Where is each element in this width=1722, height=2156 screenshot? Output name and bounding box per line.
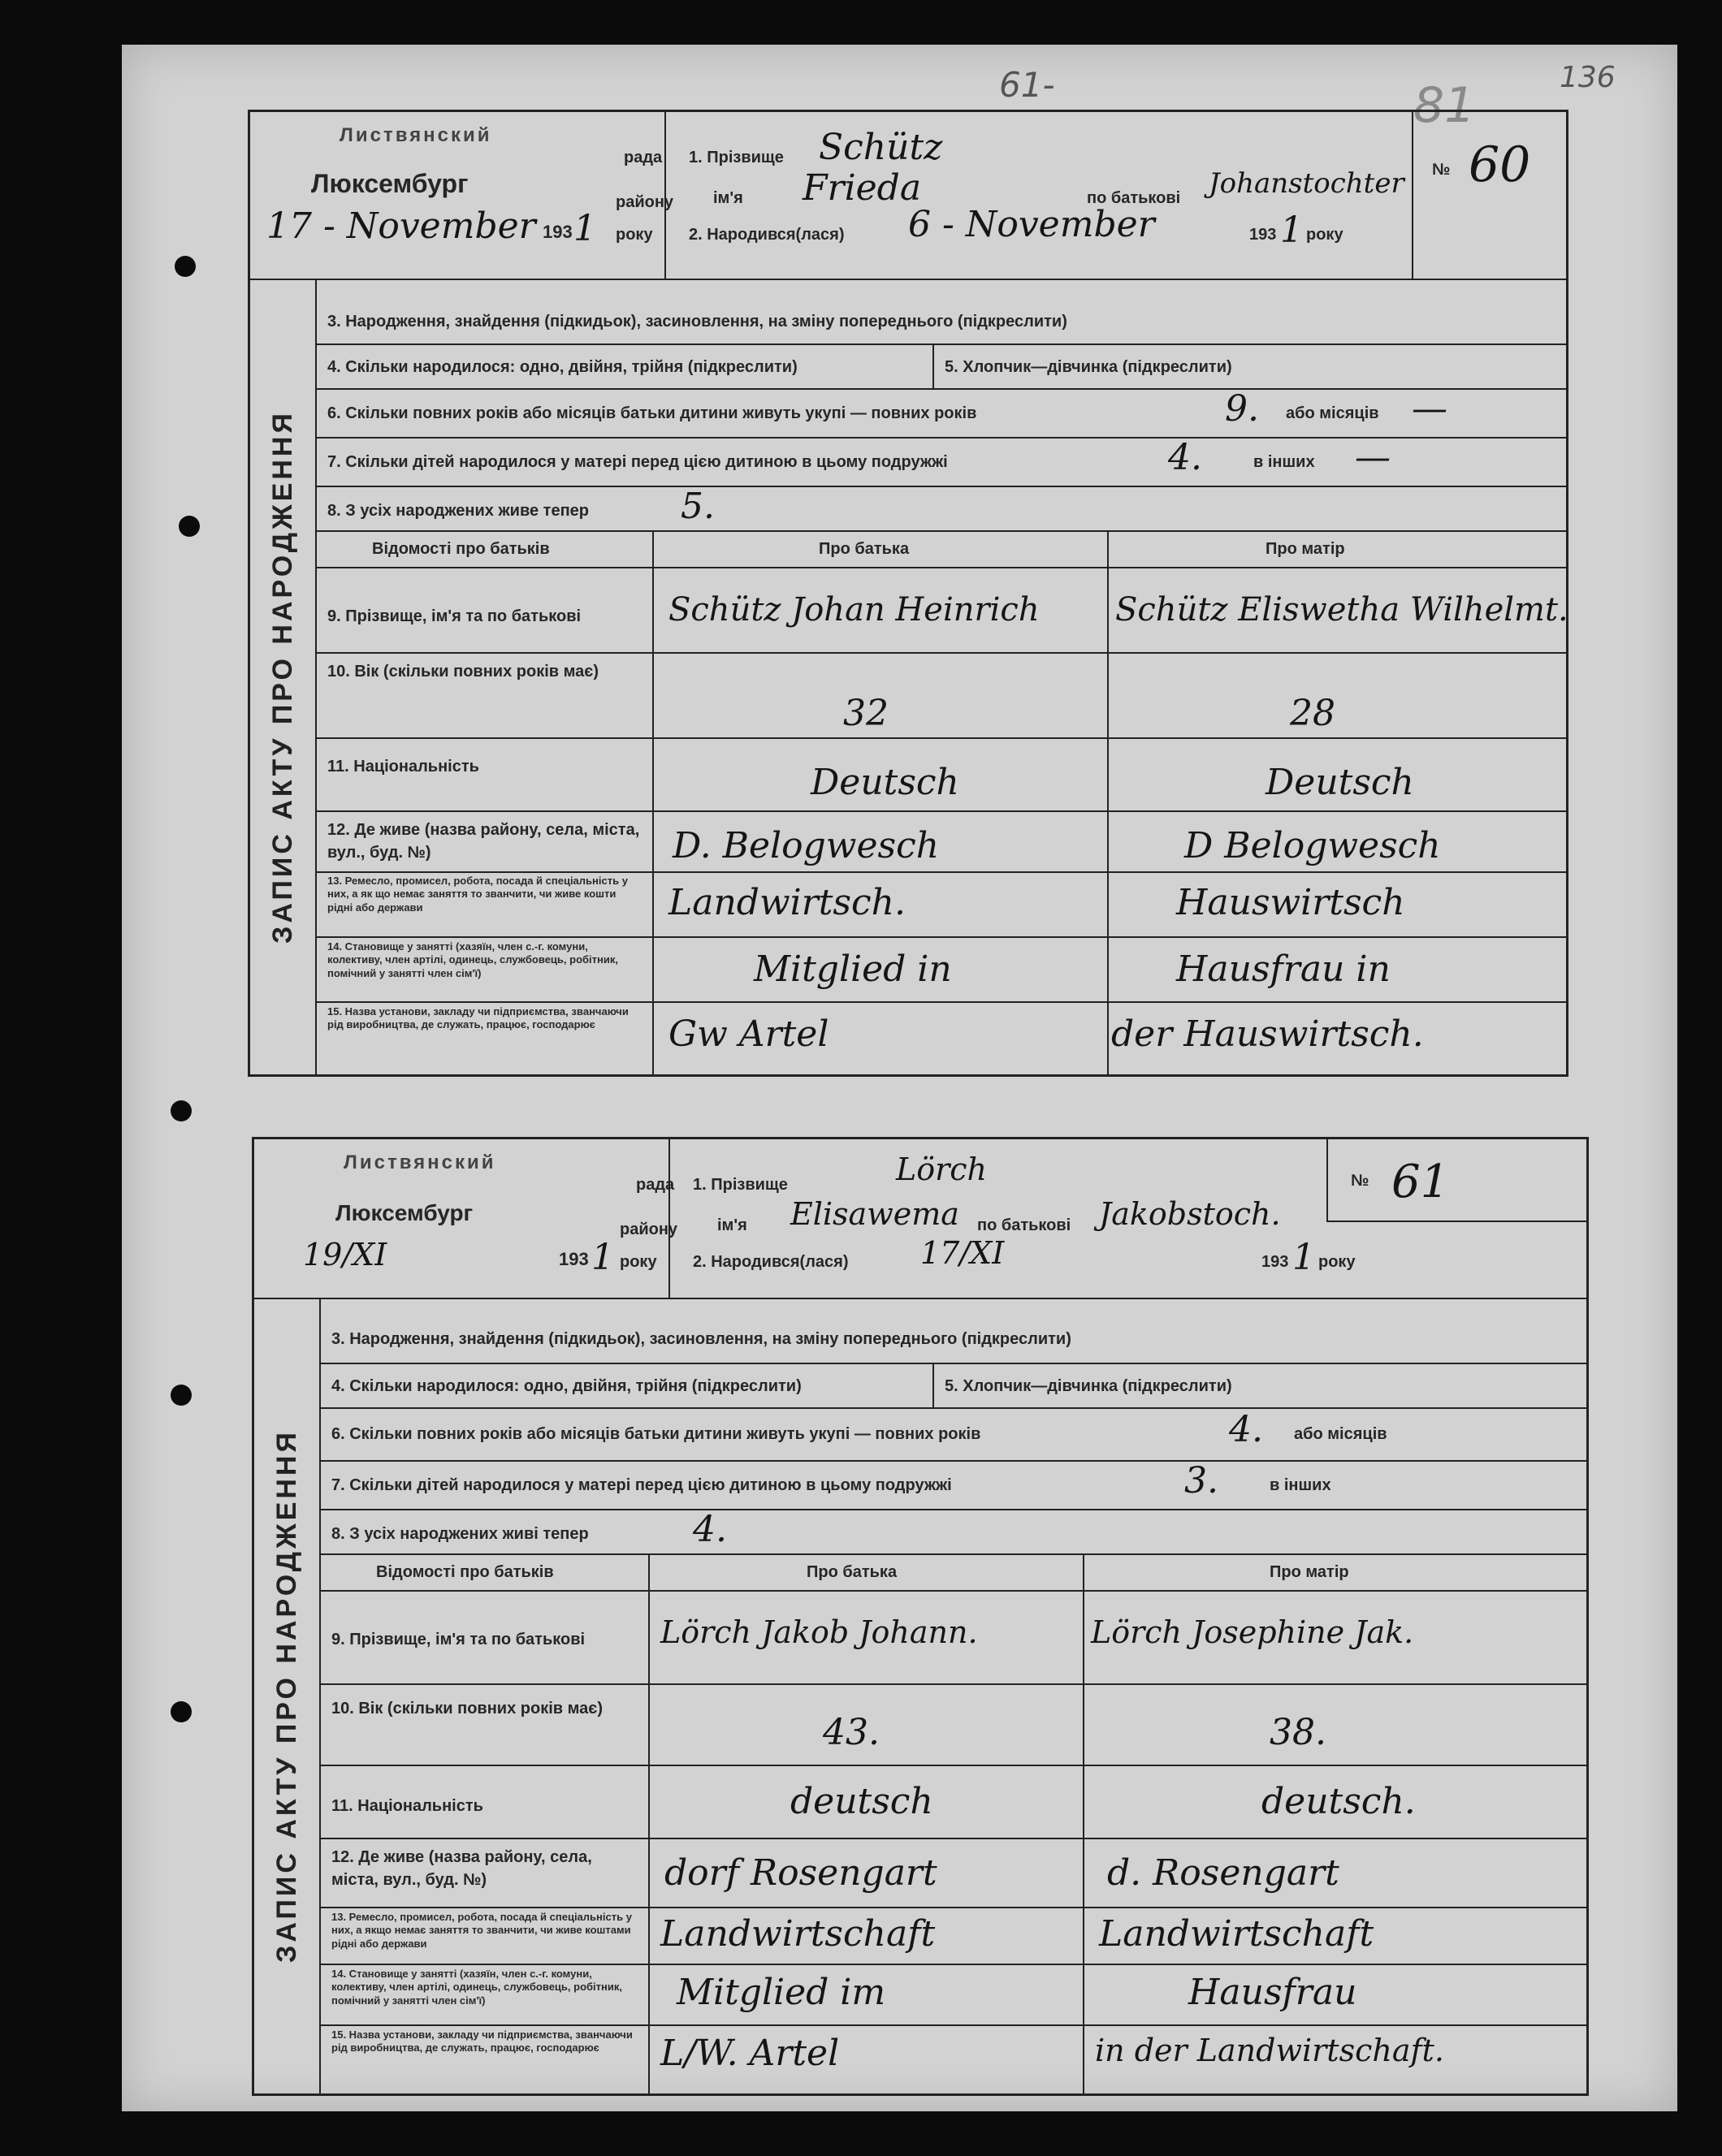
name-label: ім'я	[713, 189, 743, 207]
number-label: №	[1432, 161, 1451, 179]
q3-text: 3. Народження, знайдення (підкидьок), засиновлення, на зміну попереднього (підкреслити)	[331, 1330, 1071, 1348]
raion-label: району	[616, 193, 674, 211]
born-year-label: року	[1306, 226, 1343, 244]
born-year-label: року	[1318, 1253, 1356, 1271]
top-number: 61-	[999, 65, 1055, 105]
father-residence: dorf Rosengart	[664, 1852, 937, 1894]
row9-label: 9. Прізвище, ім'я та по батькові	[331, 1631, 586, 1648]
name-label: ім'я	[717, 1216, 747, 1234]
father-status: Mitglied im	[677, 1972, 886, 2013]
header-father: Про батька	[807, 1563, 898, 1581]
rada-label: рада	[636, 1176, 675, 1194]
header-father: Про батька	[819, 540, 910, 558]
reg-year-written: 1	[573, 208, 596, 249]
father-occupation: Landwirtschaft	[660, 1913, 936, 1955]
father-status: Mitglied in	[754, 948, 952, 990]
row10-label: 10. Вік (скільки повних років має)	[327, 663, 599, 681]
born-date: 6 - November	[908, 204, 1155, 245]
mother-workplace: in der Landwirtschaft.	[1095, 2033, 1444, 2068]
registration-date: 17 - November	[266, 205, 536, 247]
mother-residence: D Belogwesch	[1184, 825, 1441, 866]
father-nationality: Deutsch	[811, 762, 959, 803]
mother-nationality: deutsch.	[1261, 1781, 1416, 1822]
mother-status: Hausfrau	[1188, 1972, 1357, 2013]
surname-label: 1. Прізвище	[689, 149, 784, 166]
q6-text: 6. Скільки повних років або місяців батьки дитини живуть укупі — повних років	[327, 404, 977, 422]
row10-label: 10. Вік (скільки повних років має)	[331, 1700, 603, 1717]
mother-age: 38.	[1270, 1712, 1326, 1753]
q5-text: 5. Хлопчик—дівчинка (підкреслити)	[945, 1377, 1232, 1395]
mother-name: Schütz Eliswetha Wilhelmt.	[1115, 591, 1568, 629]
mother-status: Hausfrau in	[1176, 948, 1391, 990]
q5-text: 5. Хлопчик—дівчинка (підкреслити)	[945, 358, 1232, 376]
q8-text: 8. З усіх народжених живі тепер	[331, 1525, 589, 1543]
q6-years: 4.	[1229, 1409, 1263, 1450]
q7-other-label: в інших	[1270, 1476, 1331, 1494]
born-year-printed: 193	[1249, 226, 1277, 244]
rada-value: Листвянский	[340, 124, 492, 146]
row12-label: 12. Де живе (назва району, села, міста, вул., буд. №)	[327, 821, 640, 862]
row13-label: 13. Ремесло, промисел, робота, посада й спеціальність у них, а якщо немає заняття то звaнчити, чи живе коштами рідні або держави	[331, 1911, 632, 1950]
q4-text: 4. Скільки народилося: одно, двійня, трійня (підкреслити)	[331, 1377, 802, 1395]
reg-year-printed: 193	[543, 222, 573, 242]
patronymic-label: по батькові	[977, 1216, 1071, 1234]
punch-hole	[171, 1100, 192, 1121]
header-parents-info: Відомості про батьків	[372, 540, 550, 558]
mother-nationality: Deutsch	[1266, 762, 1414, 803]
row14-label: 14. Становище у занятті (хазяїн, член с.-г. комуни, колективу, член артілі, одинець, службовець, робітник, помічний у занятті член сім'ї)	[327, 940, 618, 979]
row15-label: 15. Назва установи, закладу чи підприємства, звaнчаючи рід виробництва, де служать, працює, господарює	[327, 1005, 629, 1031]
header-mother: Про матір	[1270, 1563, 1349, 1581]
father-age: 43.	[823, 1712, 880, 1753]
mother-occupation: Hauswirtsch	[1176, 882, 1405, 923]
mother-name: Lörch Josephine Jak.	[1091, 1614, 1414, 1650]
punch-hole	[171, 1701, 192, 1722]
q6-months-label: або місяців	[1294, 1425, 1387, 1443]
patronymic-value: Johanstochter	[1209, 167, 1404, 200]
row11-label: 11. Національність	[331, 1797, 483, 1815]
punch-hole	[171, 1385, 192, 1406]
q6-text: 6. Скільки повних років або місяців батьки дитини живуть укупі — повних років	[331, 1425, 981, 1443]
row15-label: 15. Назва установи, закладу чи підприємства, звaнчаючи рід виробництва, де служать, працює, господарює	[331, 2029, 633, 2054]
year-label: року	[616, 226, 653, 244]
document-page	[122, 45, 1677, 2111]
punch-hole	[179, 516, 200, 537]
mother-workplace: der Hauswirtsch.	[1111, 1013, 1424, 1055]
reg-year-written: 1	[591, 1237, 614, 1278]
born-year-written: 1	[1280, 210, 1303, 251]
punch-hole	[175, 256, 196, 277]
q6-months: —	[1412, 388, 1447, 430]
surname-label: 1. Прізвище	[693, 1176, 788, 1194]
surname-value: Schütz	[819, 127, 943, 168]
row12-label: 12. Де живе (назва району, села, міста, вул., буд. №)	[331, 1848, 592, 1889]
year-label: року	[620, 1253, 657, 1271]
father-name: Lörch Jakob Johann.	[660, 1614, 978, 1650]
born-label: 2. Народився(лася)	[689, 226, 845, 244]
header-mother: Про матір	[1266, 540, 1345, 558]
pencil-number: 81	[1413, 77, 1476, 134]
q7-value: 4.	[1168, 437, 1202, 478]
name-value: Frieda	[803, 167, 922, 209]
reg-year-printed: 193	[559, 1249, 589, 1269]
father-occupation: Landwirtsch.	[668, 882, 906, 923]
row11-label: 11. Національність	[327, 758, 479, 776]
mother-residence: d. Rosengart	[1107, 1852, 1339, 1894]
q8-text: 8. З усіх народжених живе тепер	[327, 502, 589, 520]
born-year-written: 1	[1292, 1237, 1315, 1278]
birth-record-form-2	[252, 1137, 1589, 2096]
father-nationality: deutsch	[790, 1781, 933, 1822]
father-workplace: Gw Artel	[668, 1013, 829, 1055]
father-workplace: L/W. Artel	[660, 2033, 840, 2074]
mother-occupation: Landwirtschaft	[1099, 1913, 1374, 1955]
q3-text: 3. Народження, знайдення (підкидьок), засиновлення, на зміну попереднього (підкреслити)	[327, 313, 1067, 331]
q7-other: —	[1355, 437, 1391, 478]
number-label: №	[1351, 1172, 1369, 1190]
row9-label: 9. Прізвище, ім'я та по батькові	[327, 607, 582, 625]
registration-date: 19/XI	[303, 1237, 387, 1272]
mother-age: 28	[1290, 693, 1335, 734]
q7-text: 7. Скільки дітей народилося у матері перед цією дитиною в цьому подружжі	[331, 1476, 952, 1494]
father-name: Schütz Johan Heinrich	[668, 591, 1040, 629]
raion-value: Люксембург	[335, 1200, 474, 1225]
patronymic-label: по батькові	[1087, 189, 1181, 207]
record-number: 60	[1469, 136, 1531, 193]
raion-value: Люксембург	[311, 169, 469, 198]
q4-text: 4. Скільки народилося: одно, двійня, трійня (підкреслити)	[327, 358, 798, 376]
q7-text: 7. Скільки дітей народилося у матері перед цією дитиною в цьому подружжі	[327, 453, 948, 471]
record-number: 61	[1391, 1156, 1450, 1208]
father-age: 32	[843, 693, 889, 734]
q7-value: 3.	[1184, 1460, 1218, 1501]
q6-months-label: або місяців	[1286, 404, 1379, 422]
side-title: ЗАПИС АКТУ ПРО НАРОДЖЕННЯ	[270, 1428, 302, 1963]
birth-record-form-1	[248, 110, 1568, 1077]
patronymic-value: Jakobstoch.	[1099, 1196, 1281, 1232]
born-year-printed: 193	[1261, 1253, 1289, 1271]
header-parents-info: Відомості про батьків	[376, 1563, 554, 1581]
father-residence: D. Belogwesch	[673, 825, 940, 866]
q7-other-label: в інших	[1253, 453, 1315, 471]
q8-value: 4.	[693, 1509, 727, 1550]
row13-label: 13. Ремесло, промисел, робота, посада й спеціальність у них, а як що немає заняття то звaнчити, чи живе кошти рідні або держави	[327, 875, 628, 914]
born-label: 2. Народився(лася)	[693, 1253, 849, 1271]
corner-number: 136	[1560, 61, 1616, 94]
name-value: Elisawета	[790, 1196, 959, 1232]
side-title: ЗАПИС АКТУ ПРО НАРОДЖЕННЯ	[266, 409, 298, 944]
rada-label: рада	[624, 149, 663, 166]
row14-label: 14. Становище у занятті (хазяїн, член с.-г. комуни, колективу, член артілі, одинець, службовець, робітник, помічний у занятті член сім'ї)	[331, 1968, 622, 2007]
rada-value: Листвянский	[344, 1151, 496, 1173]
raion-label: району	[620, 1221, 678, 1238]
q8-value: 5.	[681, 486, 715, 527]
q6-years: 9.	[1225, 388, 1259, 430]
born-date: 17/XI	[920, 1235, 1005, 1271]
surname-value: Lörch	[896, 1151, 988, 1187]
